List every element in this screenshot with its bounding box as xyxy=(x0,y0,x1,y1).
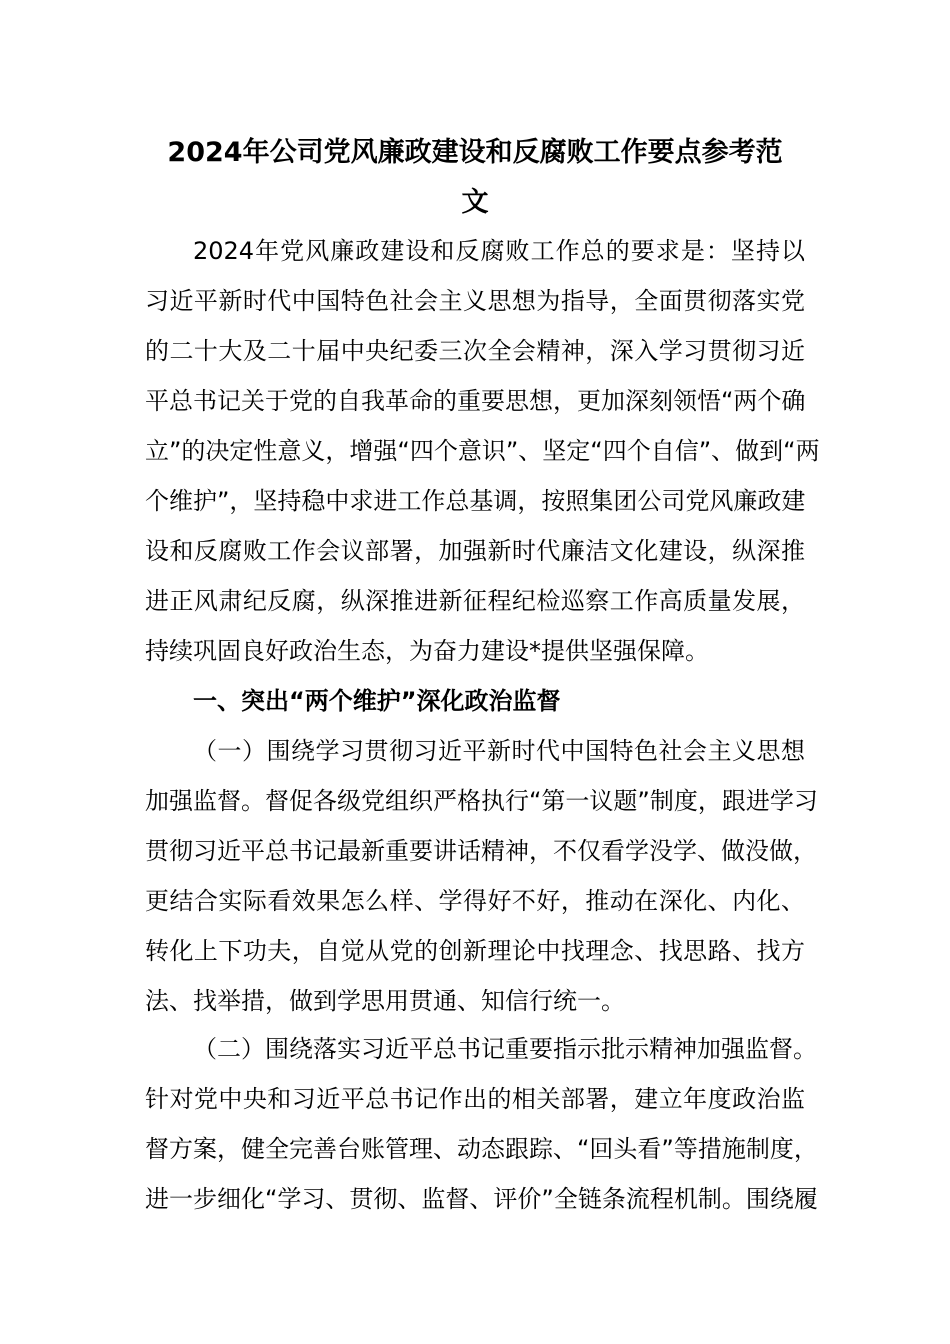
paragraph-line: 习近平新时代中国特色社会主义思想为指导，全面贯彻落实党 xyxy=(145,287,805,315)
paragraph-line: 立”的决定性意义，增强“四个意识”、坚定“四个自信”、做到“两 xyxy=(145,437,820,465)
paragraph-line: 个维护”，坚持稳中求进工作总基调，按照集团公司党风廉政建 xyxy=(145,487,806,515)
paragraph-line: （二）围绕落实习近平总书记重要指示批示精神加强监督。 xyxy=(193,1035,817,1063)
paragraph-line: 进一步细化“学习、贯彻、监督、评价”全链条流程机制。围绕履 xyxy=(145,1185,818,1213)
paragraph-line: 设和反腐败工作会议部署，加强新时代廉洁文化建设，纵深推 xyxy=(145,537,805,565)
paragraph-line: 2024年党风廉政建设和反腐败工作总的要求是：坚持以 xyxy=(193,237,805,265)
paragraph-line: 进正风肃纪反腐，纵深推进新征程纪检巡察工作高质量发展， xyxy=(145,587,805,615)
paragraph-line: 的二十大及二十届中央纪委三次全会精神，深入学习贯彻习近 xyxy=(145,337,805,365)
paragraph-line: 针对党中央和习近平总书记作出的相关部署，建立年度政治监 xyxy=(145,1085,805,1113)
paragraph-line: 更结合实际看效果怎么样、学得好不好，推动在深化、内化、 xyxy=(145,887,805,915)
paragraph-line: 持续巩固良好政治生态，为奋力建设*提供坚强保障。 xyxy=(145,637,709,665)
paragraph-line: （一）围绕学习贯彻习近平新时代中国特色社会主义思想 xyxy=(193,737,805,765)
section-heading: 一、突出“两个维护”深化政治监督 xyxy=(193,687,561,715)
paragraph-line: 法、找举措，做到学思用贯通、知信行统一。 xyxy=(145,987,625,1015)
document-title-line-1: 2024年公司党风廉政建设和反腐败工作要点参考范 xyxy=(167,137,783,168)
paragraph-line: 督方案，健全完善台账管理、动态跟踪、“回头看”等措施制度， xyxy=(145,1135,818,1163)
paragraph-line: 贯彻习近平总书记最新重要讲话精神，不仅看学没学、做没做， xyxy=(145,837,817,865)
paragraph-line: 加强监督。督促各级党组织严格执行“第一议题”制度，跟进学习 xyxy=(145,787,818,815)
document-title-line-2: 文 xyxy=(461,187,489,218)
paragraph-line: 转化上下功夫，自觉从党的创新理论中找理念、找思路、找方 xyxy=(145,937,805,965)
paragraph-line: 平总书记关于党的自我革命的重要思想，更加深刻领悟“两个确 xyxy=(145,387,806,415)
